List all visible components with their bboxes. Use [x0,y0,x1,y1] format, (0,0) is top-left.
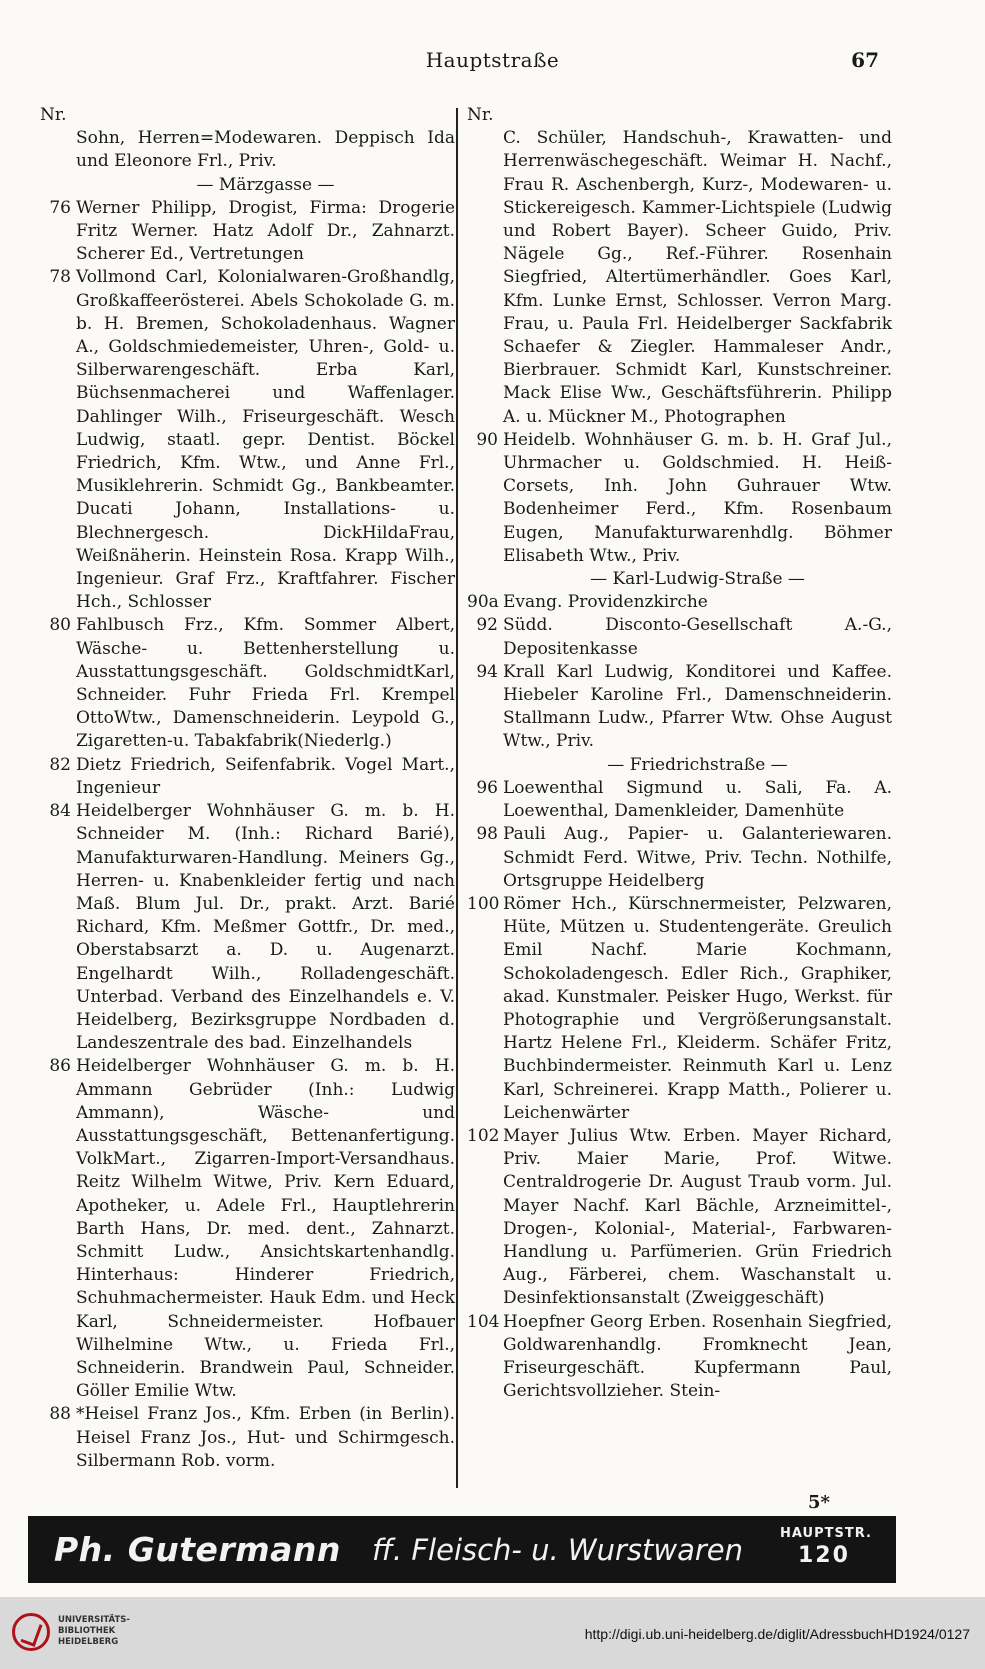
house-number: 76 [49,197,71,218]
address-entry [40,800,455,1055]
resident-list: Loewenthal Sigmund u. Sali, Fa. A. Loewenthal, Damenkleider, Damenhüte [503,777,892,822]
house-number: 80 [49,615,71,636]
library-name [58,1615,130,1648]
address-entry [40,1055,455,1403]
nr-label: Nr. [40,105,67,125]
house-number: 92 [476,615,498,636]
resident-list: C. Schüler, Handschuh-, Krawatten- und Herrenwäschegeschäft. Weimar H. Nachf., Frau R. Aschenbergh, Kurz-, Modewaren- u. Stickereigesch. Kammer-Lichtspiele (Ludwig und Robert Bayer). Scheer Guido, Priv. Nägele Gg., Ref.-Führer. Rosenhain Siegfried, Altertümerhändler. Goes Karl, Kfm. Lunke Ernst, Schlosser. Verron Marg. Frau, u. Paula Frl. Heidelberger Sackfabrik Schaefer & Ziegler. Hammaleser Andr., Bierbrauer. Schmidt Karl, Kunstschreiner. Mack Elise Ww., Geschäftsführerin. Philipp A. u. Mückner M., Photographen [503,128,892,427]
right-column [467,104,892,1403]
street-heading: — Friedrichstraße — [607,754,788,775]
address-entry [40,127,455,173]
resident-list: Mayer Julius Wtw. Erben. Mayer Richard, Priv. Maier Marie, Prof. Witwe. Centraldrogerie Dr. August Traub vorm. Jul. Mayer Nachf. Karl Bächle, Arzneimittel-, Drogen-, Kolonial-, Material-, Farbwaren-Handlung u. Parfümerien. Grün Friedrich Aug., Färberei, chem. Waschanstalt u. Desinfektionsanstalt (Zweiggeschäft) [503,1125,892,1309]
house-number: 102 [467,1125,500,1146]
signature-mark: 5* [808,1492,830,1513]
resident-list: Werner Philipp, Drogist, Firma: Drogerie Fritz Werner. Hatz Adolf Dr., Zahnarzt. Scherer Ed., Vertretungen [76,197,455,265]
address-entry [40,614,455,753]
address-entry [40,754,455,800]
house-number: 86 [49,1056,71,1077]
house-number: 96 [476,777,498,798]
resident-list: Heidelberger Wohnhäuser G. m. b. H. Schneider M. (Inh.: Richard Barié), Manufakturwaren-Handlung. Meiners Gg., Herren- u. Knabenkleider fertig und nach Maß. Blum Jul. Dr., prakt. Arzt. Barié Richard, Kfm. Meßmer Gottfr., Dr. med., Oberstabsarzt a. D. u. Augenarzt. Engelhardt Wilh., Rolladengeschäft. Unterbad. Verband des Einzelhandels e. V. Heidelberg, Bezirksgruppe Nordbaden d. Landeszentrale des bad. Einzelhandels [76,801,455,1054]
running-title: Hauptstraße [425,48,560,72]
running-head [0,48,985,78]
address-entry [467,127,892,429]
house-number: 104 [467,1311,500,1332]
resident-list: Vollmond Carl, Kolonialwaren-Großhandlg, Großkaffeerösterei. Abels Schokolade G. m. b. H. Bremen, Schokoladenhaus. Wagner A., Goldschmiedemeister, Uhren-, Gold- u. Silberwarengeschäft. Erba Karl, Büchsenmacherei und Waffenlager. Dahlinger Wilh., Friseurgeschäft. Wesch Ludwig, staatl. gepr. Dentist. Böckel Friedrich, Kfm. Wtw., und Anne Frl., Musiklehrerin. Schmidt Gg., Bankbeamter. Ducati Johann, Installations- u. Blechnergesch. DickHildaFrau, Weißnäherin. Heinstein Rosa. Krapp Wilh., Ingenieur. Graf Frz., Kraftfahrer. Fischer Hch., Schlosser [76,267,455,613]
resident-list: Krall Karl Ludwig, Konditorei und Kaffee. Hiebeler Karoline Frl., Damenschneiderin. Stallmann Ludw., Pfarrer Wtw. Ohse August Wtw., Priv. [503,661,892,752]
house-number: 98 [476,824,498,845]
house-number: 78 [49,267,71,288]
library-name-line: HEIDELBERG [58,1637,119,1647]
address-entry [467,591,892,614]
left-column [40,104,455,1473]
address-entry [467,893,892,1125]
university-library-logo-icon [12,1613,50,1651]
address-entry [467,1125,892,1311]
library-name-line: UNIVERSITÄTS- [58,1615,130,1625]
house-number: 90 [476,429,498,450]
house-number: 84 [49,801,71,822]
ad-address-street: HAUPTSTR. [780,1526,872,1541]
library-name-line: BIBLIOTHEK [58,1626,116,1636]
resident-list: Dietz Friedrich, Seifenfabrik. Vogel Mart., Ingenieur [76,754,455,798]
nr-label: Nr. [467,105,494,125]
address-entry [467,777,892,823]
resident-list: Heidelberger Wohnhäuser G. m. b. H. Ammann Gebrüder (Inh.: Ludwig Ammann), Wäsche- und Ausstattungsgeschäft, Bettenanfertigung. VolkMart., Zigarren-Import-Versandhaus. Reitz Wilhelm Witwe, Priv. Kern Eduard, Apotheker, u. Adele Frl., Hauptlehrerin Barth Hans, Dr. med. dent., Zahnarzt. Schmitt Ludw., Ansichtskartenhandlg. Hinterhaus: Hinderer Friedrich, Schuhmachermeister. Hauk Edm. und Heck Karl, Schneidermeister. Hofbauer Wilhelmine Wtw., u. Frieda Frl., Schneiderin. Brandwein Paul, Schneider. Göller Emilie Wtw. [76,1056,455,1402]
address-entry [40,266,455,614]
advertisement-banner [28,1516,896,1583]
page-number: 67 [851,48,879,72]
resident-list: Römer Hch., Kürschnermeister, Pelzwaren, Hüte, Mützen u. Studentengeräte. Greulich Emil Nachf. Marie Kochmann, Schokoladengesch. Edler Rich., Graphiker, akad. Kunstmaler. Peisker Hugo, Werkst. für Photographie und Vergrößerungsanstalt. Hartz Helene Frl., Kleiderm. Schäfer Fritz, Buchbindermeister. Reinmuth Karl u. Lenz Karl, Schreinerei. Krapp Matth., Polierer u. Leichenwärter [503,893,892,1123]
address-entry [467,1311,892,1404]
house-number: 82 [49,754,71,775]
resident-list: Fahlbusch Frz., Kfm. Sommer Albert, Wäsche- u. Bettenherstellung u. Ausstattungsgeschäft. GoldschmidtKarl, Schneider. Fuhr Frieda Frl. Krempel OttoWtw., Damenschneiderin. Leypold G., Zigaretten-u. Tabakfabrik(Niederlg.) [76,615,455,752]
address-entry [467,823,892,893]
resident-list: Südd. Disconto-Gesellschaft A.-G., Depositenkasse [503,615,892,659]
house-number: 90a [467,592,499,613]
column-divider [456,108,458,1488]
ad-address-number: 120 [798,1543,850,1568]
resident-list: Heidelb. Wohnhäuser G. m. b. H. Graf Jul., Uhrmacher u. Goldschmied. H. Heiß-Corsets, Inh. John Guhrauer Wtw. Bodenheimer Ferd., Kfm. Rosenbaum Eugen, Manufakturwarenhdlg. Böhmer Elisabeth Wtw., Priv. [503,429,892,566]
ad-products: ff. Fleisch- u. Wurstwaren [372,1533,744,1567]
resident-list: Hoepfner Georg Erben. Rosenhain Siegfried, Goldwarenhandlg. Fromknecht Jean, Friseurgeschäft. Kupfermann Paul, Gerichtsvollzieher. Stein- [503,1311,892,1402]
address-entry [467,614,892,660]
resident-list: Evang. Providenzkirche [503,592,708,613]
permalink-url[interactable]: http://digi.ub.uni-heidelberg.de/diglit/AdressbuchHD1924/0127 [584,1626,970,1642]
address-entry [467,661,892,754]
address-entry [40,1403,455,1473]
address-entry [40,197,455,267]
house-number: 88 [49,1404,71,1425]
street-heading: — Karl-Ludwig-Straße — [590,569,805,590]
resident-list: Pauli Aug., Papier- u. Galanteriewaren. Schmidt Ferd. Witwe, Priv. Techn. Nothilfe, Ortsgruppe Heidelberg [503,824,892,891]
resident-list: Sohn, Herren=Modewaren. Deppisch Ida und Eleonore Frl., Priv. [76,128,455,172]
resident-list: *Heisel Franz Jos., Kfm. Erben (in Berlin). Heisel Franz Jos., Hut- und Schirmgesch. Silbermann Rob. vorm. [76,1404,455,1471]
ad-company-name: Ph. Gutermann [54,1530,341,1569]
house-number: 100 [467,893,500,914]
house-number: 94 [476,661,498,682]
street-heading: — Märzgasse — [196,174,335,195]
viewer-footer [0,1597,985,1669]
address-entry [467,429,892,568]
